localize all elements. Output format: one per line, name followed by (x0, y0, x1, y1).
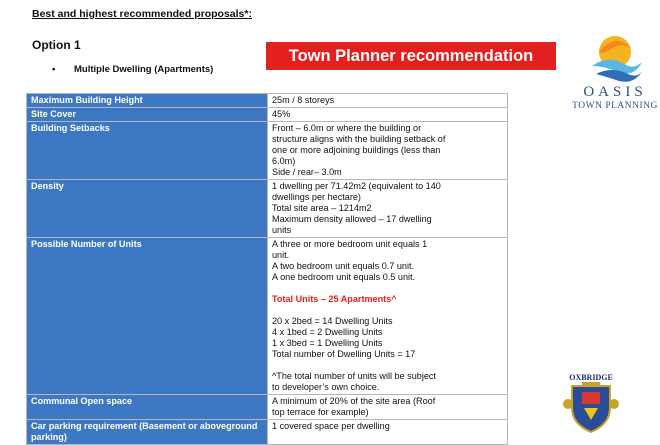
oasis-logo-subtitle: TOWN PLANNING (572, 101, 658, 111)
value-line: unit. (272, 250, 290, 260)
row-label: Building Setbacks (27, 122, 268, 180)
table-row (27, 420, 508, 445)
row-label: Communal Open space (27, 395, 268, 420)
note-line: to developer’s own choice. (272, 382, 380, 392)
table-row (27, 108, 508, 122)
table-row (27, 238, 508, 395)
breakdown-line: 20 x 2bed = 14 Dwelling Units (272, 316, 393, 326)
row-value (268, 238, 508, 395)
row-label: Possible Number of Units (27, 238, 268, 395)
note-line: ^The total number of units will be subject (272, 371, 436, 381)
value-line: 1 covered space per dwelling (272, 421, 390, 431)
row-label: Maximum Building Height (27, 94, 268, 108)
oasis-logo-text (572, 85, 658, 111)
value-line: dwellings per hectare) (272, 192, 361, 202)
breakdown-line: 4 x 1bed = 2 Dwelling Units (272, 327, 383, 337)
bullet-symbol: • (52, 64, 56, 75)
value-line: structure aligns with the building setback of (272, 134, 446, 144)
row-label: Car parking requirement (Basement or aboveground parking) (27, 420, 268, 445)
value-line: A minimum of 20% of the site area (Roof (272, 396, 436, 406)
oasis-logo-name: OASIS (583, 84, 647, 100)
value-line: A three or more bedroom unit equals 1 (272, 239, 428, 249)
value-line: top terrace for example) (272, 407, 369, 417)
value-line: 1 dwelling per 71.42m2 (equivalent to 140 (272, 181, 441, 191)
total-units-line: Total Units – 25 Apartments^ (272, 294, 397, 304)
value-line: Maximum density allowed – 17 dwelling (272, 214, 432, 224)
table-row (27, 395, 508, 420)
value-line: A one bedroom unit equals 0.5 unit. (272, 272, 416, 282)
bullet-item (52, 64, 213, 75)
row-value (268, 180, 508, 238)
row-value (268, 420, 508, 445)
table-row (27, 122, 508, 180)
value-line: Front – 6.0m or where the building or (272, 123, 422, 133)
row-label: Site Cover (27, 108, 268, 122)
bullet-text: Multiple Dwelling (Apartments) (74, 64, 214, 75)
value-line: 45% (272, 109, 291, 119)
value-line: Side / rear– 3.0m (272, 167, 342, 177)
row-label: Density (27, 180, 268, 238)
proposal-table (26, 93, 508, 445)
value-line: one or more adjoining buildings (less than (272, 145, 441, 155)
row-value (268, 108, 508, 122)
breakdown-line: 1 x 3bed = 1 Dwelling Units (272, 338, 383, 348)
value-line: A two bedroom unit equals 0.7 unit. (272, 261, 415, 271)
recommendation-banner: Town Planner recommendation (266, 42, 556, 70)
breakdown-line: Total number of Dwelling Units = 17 (272, 349, 416, 359)
table-row (27, 180, 508, 238)
option-title: Option 1 (32, 38, 81, 52)
row-value (268, 395, 508, 420)
svg-text:OXBRIDGE: OXBRIDGE (569, 373, 613, 382)
value-line: 6.0m) (272, 156, 296, 166)
value-line: units (272, 225, 292, 235)
table-row (27, 94, 508, 108)
row-value (268, 94, 508, 108)
row-value (268, 122, 508, 180)
value-line: 25m / 8 storeys (272, 95, 335, 105)
oxbridge-crest-icon (560, 370, 622, 436)
page-heading: Best and highest recommended proposals*: (32, 8, 252, 20)
value-line: Total site area – 1214m2 (272, 203, 372, 213)
